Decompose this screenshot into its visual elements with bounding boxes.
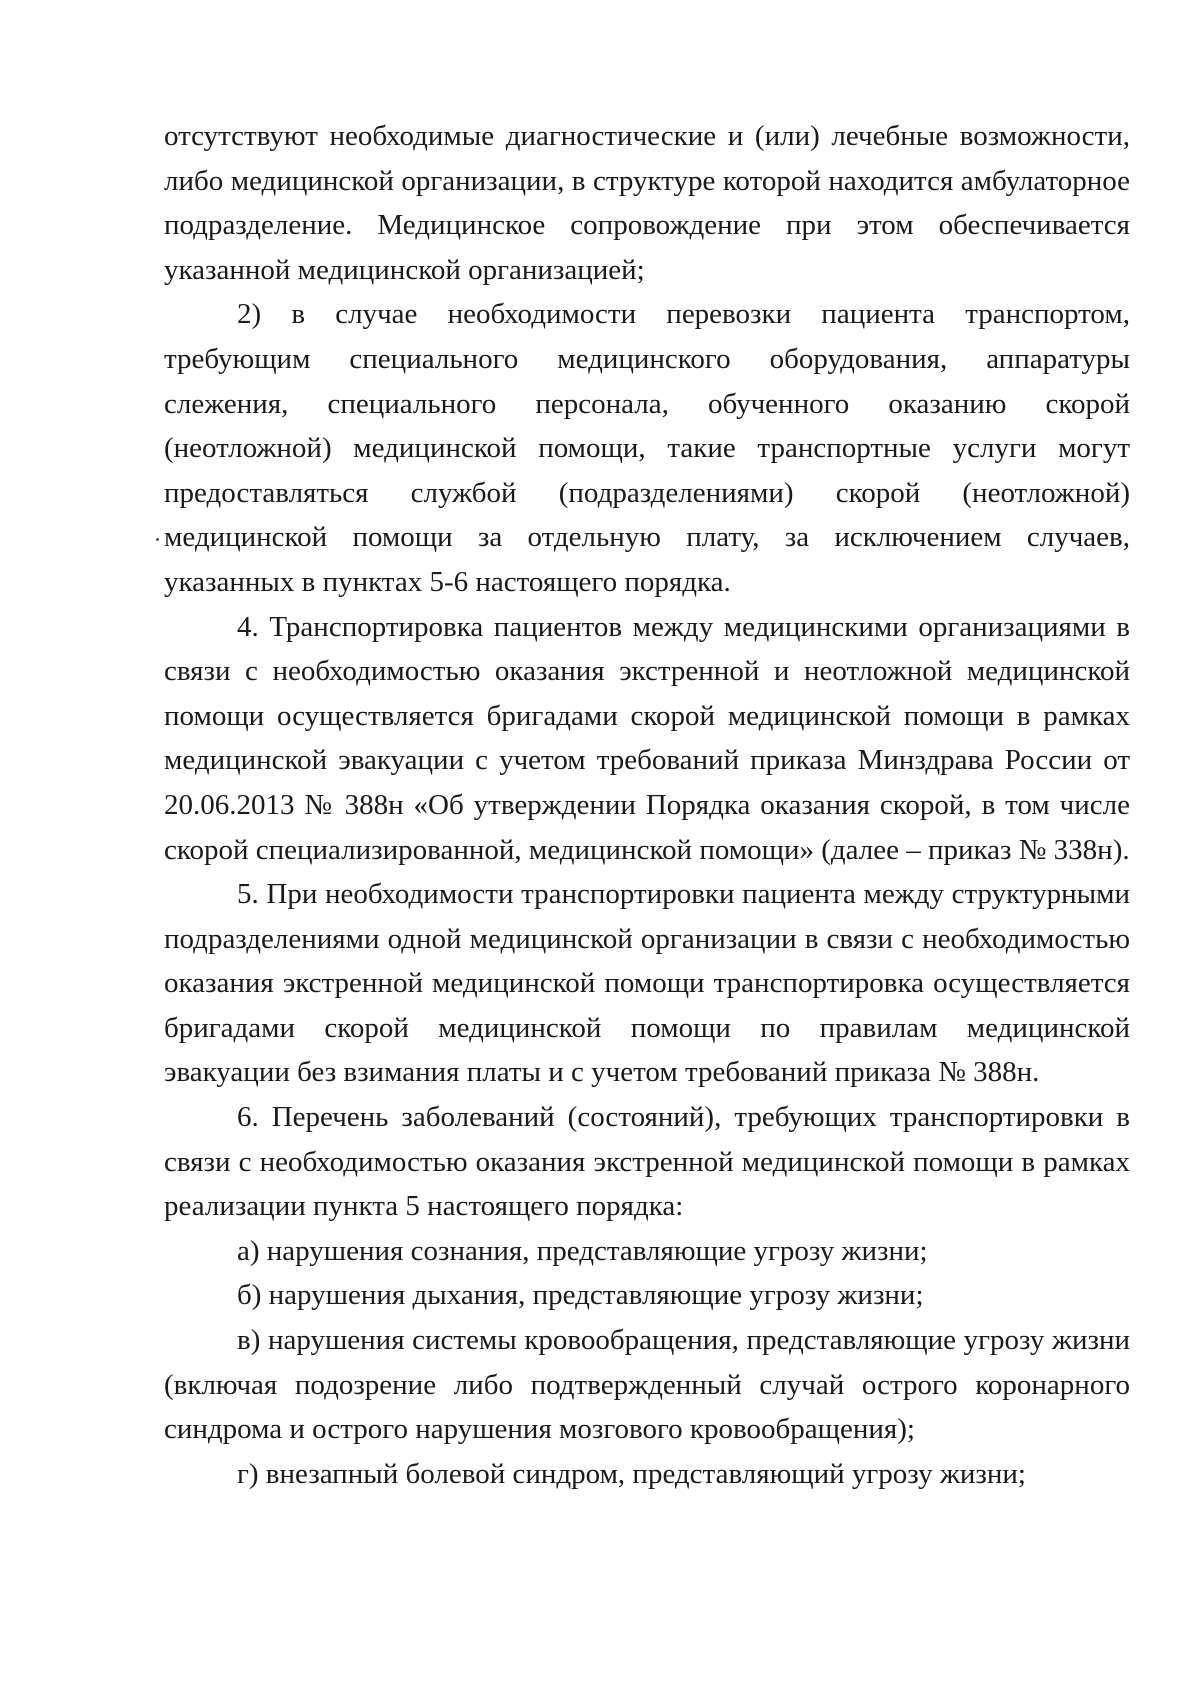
scan-artifact-dot <box>156 538 159 541</box>
list-item-b: б) нарушения дыхания, представляющие угрозу жизни; <box>237 1279 924 1312</box>
list-item-a: а) нарушения сознания, представляющие угрозу жизни; <box>237 1234 928 1267</box>
list-item-g: г) внезапный болевой синдром, представляющий угрозу жизни; <box>237 1457 1026 1490</box>
list-item-v: в) нарушения системы кровообращения, представляющие угрозу жизни (включая подозрение либо подтвержденный случай острого коронарного синдрома и острого нарушения мозгового кровообращения); <box>164 1324 1130 1446</box>
paragraph-section-4: 4. Транспортировка пациентов между медицинскими организациями в связи с необходимостью оказания экстренной и неотложной медицинской помощи осуществляется бригадами скорой медицинской помощи в рамках медицинской эвакуации с учетом требований приказа Минздрава России от 20.06.2013 № 388н «Об утверждении Порядка оказания скорой, в том числе скорой специализированной, медицинской помощи» (далее – приказ № 338н). <box>164 610 1130 866</box>
paragraph-item-2: 2) в случае необходимости перевозки пациента транспортом, требующим специального медицинского оборудования, аппаратуры слежения, специального персонала, обученного оказанию скорой (неотложной) медицинской помощи, такие транспортные услуги могут предоставляться службой (подразделениями) скорой (неотложной) медицинской помощи за отдельную плату, за исключением случаев, указанных в пунктах 5-6 настоящего порядка. <box>164 298 1130 598</box>
document-body <box>164 114 1130 1496</box>
paragraph-section-6: 6. Перечень заболеваний (состояний), требующих транспортировки в связи с необходимостью оказания экстренной медицинской помощи в рамках реализации пункта 5 настоящего порядка: <box>164 1101 1130 1223</box>
paragraph-section-5: 5. При необходимости транспортировки пациента между структурными подразделениями одной медицинской организации в связи с необходимостью оказания экстренной медицинской помощи транспортировка осуществляется бригадами скорой медицинской помощи по правилам медицинской эвакуации без взимания платы и с учетом требований приказа № 388н. <box>164 878 1130 1089</box>
paragraph-continuation: отсутствуют необходимые диагностические и (или) лечебные возможности, либо медицинской организации, в структуре которой находится амбулаторное подразделение. Медицинское сопровождение при этом обеспечивается указанной медицинской организацией; <box>164 120 1130 286</box>
